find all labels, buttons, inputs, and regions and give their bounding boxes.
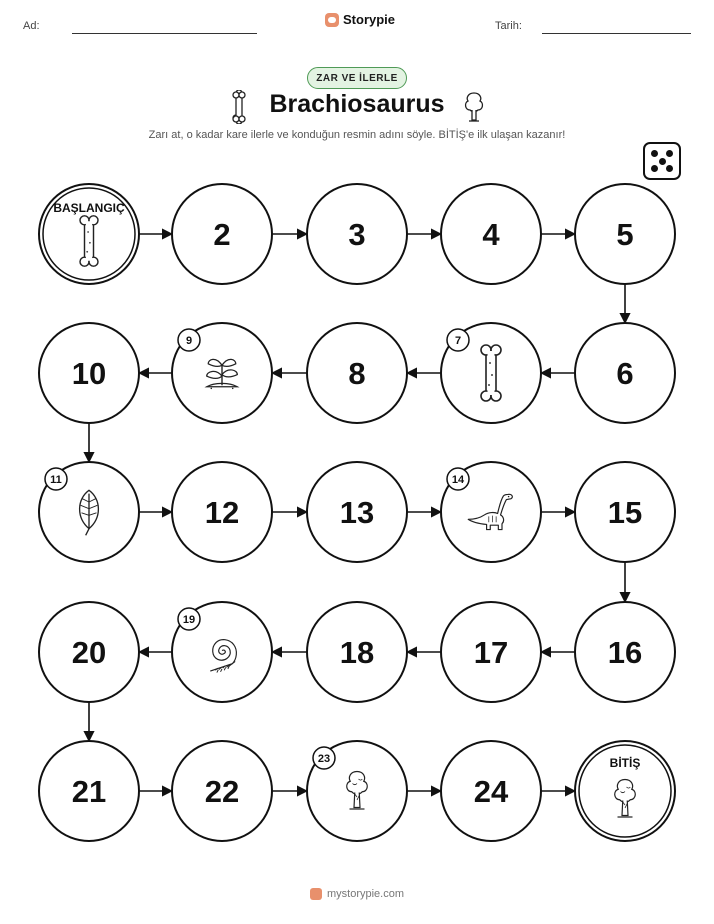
- space-21[interactable]: [39, 741, 139, 841]
- space-number: 11: [50, 474, 62, 486]
- name-label: Ad:: [23, 20, 40, 32]
- space-number: 12: [204, 495, 240, 530]
- space-number: 14: [451, 474, 465, 486]
- activity-badge: ZAR VE İLERLE: [307, 67, 407, 89]
- space-17[interactable]: [441, 602, 541, 702]
- storypie-logo-icon: [310, 888, 322, 900]
- space-number: 7: [454, 335, 462, 347]
- space-22[interactable]: [172, 741, 272, 841]
- finish-label: BİTİŞ: [609, 756, 641, 770]
- space-12[interactable]: [172, 462, 272, 562]
- space-20[interactable]: [39, 602, 139, 702]
- space-number: 20: [71, 635, 107, 670]
- footer-url: mystorypie.com: [326, 888, 405, 900]
- space-11[interactable]: [39, 462, 139, 562]
- finish-space[interactable]: [575, 741, 675, 841]
- space-number: 23: [317, 753, 331, 765]
- space-number: 24: [473, 774, 509, 809]
- space-15[interactable]: [575, 462, 675, 562]
- space-2[interactable]: [172, 184, 272, 284]
- space-number: 18: [339, 635, 375, 670]
- space-number: 2: [213, 217, 231, 252]
- sprout-icon: [207, 359, 238, 389]
- footer: [0, 888, 714, 900]
- space-number: 9: [185, 335, 193, 347]
- space-number: 3: [348, 217, 366, 252]
- space-14[interactable]: [441, 462, 541, 562]
- instructions-text: Zarı at, o kadar kare ilerle ve konduğun resmin adını söyle. BİTİŞ'e ilk ulaşan kazanır!: [148, 129, 566, 141]
- space-10[interactable]: [39, 323, 139, 423]
- space-7[interactable]: [441, 323, 541, 423]
- space-number: 16: [607, 635, 643, 670]
- date-label: Tarih:: [495, 20, 522, 32]
- space-number: 13: [339, 495, 375, 530]
- space-23[interactable]: [307, 741, 407, 841]
- start-label: BAŞLANGIÇ: [53, 201, 125, 215]
- space-6[interactable]: [575, 323, 675, 423]
- space-number: 17: [473, 635, 509, 670]
- space-18[interactable]: [307, 602, 407, 702]
- space-24[interactable]: [441, 741, 541, 841]
- space-number: 15: [607, 495, 643, 530]
- space-number: 22: [204, 774, 240, 809]
- space-9[interactable]: [172, 323, 272, 423]
- space-3[interactable]: [307, 184, 407, 284]
- space-8[interactable]: [307, 323, 407, 423]
- space-19[interactable]: [172, 602, 272, 702]
- space-number: 8: [348, 356, 366, 391]
- space-number: 19: [182, 614, 196, 626]
- space-number: 10: [71, 356, 107, 391]
- space-number: 21: [71, 774, 107, 809]
- space-16[interactable]: [575, 602, 675, 702]
- space-4[interactable]: [441, 184, 541, 284]
- brand-name: Storypie: [343, 12, 396, 27]
- space-number: 4: [482, 217, 500, 252]
- space-13[interactable]: [307, 462, 407, 562]
- space-number: 5: [616, 217, 634, 252]
- space-5[interactable]: [575, 184, 675, 284]
- page-title: Brachiosaurus: [269, 90, 445, 118]
- space-number: 6: [616, 356, 634, 391]
- start-space[interactable]: [39, 184, 139, 284]
